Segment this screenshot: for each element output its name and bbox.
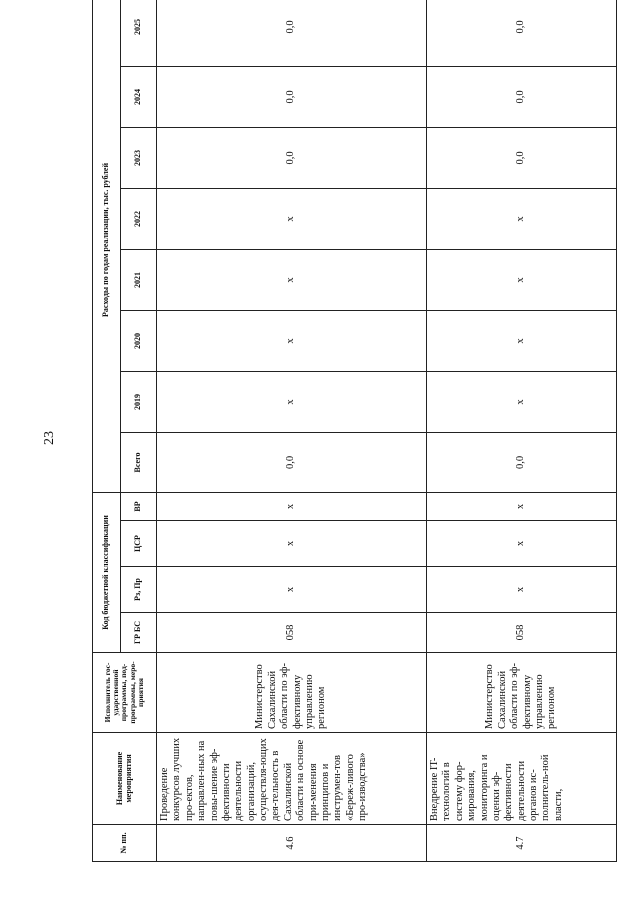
row-grbs: 058 (157, 613, 427, 653)
row-2020: х (157, 310, 427, 371)
row-num: 4.7 (427, 825, 617, 862)
row-grbs: 058 (427, 613, 617, 653)
row-2023: 0,0 (157, 127, 427, 188)
header-num: № пп. (93, 825, 157, 862)
header-2024: 2024 (121, 66, 157, 127)
header-2023: 2023 (121, 127, 157, 188)
budget-table (92, 0, 617, 862)
table-row (157, 0, 427, 862)
header-name: Наименование мероприятия (93, 733, 157, 825)
rotated-table-wrapper (92, 18, 616, 862)
header-2025: 2025 (121, 0, 157, 66)
header-vr: ВР (121, 492, 157, 520)
row-2023: 0,0 (427, 127, 617, 188)
row-name: Внедрение IT-технологий в систему фор-мирования, мониторинга и оценки эф-фективности деятельности органов ис-полнитель-ной власти, (427, 733, 617, 825)
row-2024: 0,0 (427, 66, 617, 127)
header-budget-classification: Код бюджетной классификации (93, 492, 121, 652)
row-2024: 0,0 (157, 66, 427, 127)
row-num: 4.6 (157, 825, 427, 862)
header-executor: Исполнитель гос-ударственной программы, под-программы, меро-приятия (93, 653, 157, 733)
header-grbs: ГР БС (121, 613, 157, 653)
header-expenses: Расходы по годам реализации, тыс. рублей (93, 0, 121, 492)
row-2022: х (157, 188, 427, 249)
row-rzpr: х (427, 567, 617, 613)
header-row-group (93, 0, 121, 862)
row-2020: х (427, 310, 617, 371)
row-2022: х (427, 188, 617, 249)
row-vr: х (157, 492, 427, 520)
header-csr: ЦСР (121, 521, 157, 567)
header-rzpr: Рз, Пр (121, 567, 157, 613)
row-2025: 0,0 (427, 0, 617, 66)
table-row (427, 0, 617, 862)
row-executor: Министерство Сахалинской области по эф-фективному управлению регионом (427, 653, 617, 733)
header-2022: 2022 (121, 188, 157, 249)
row-2019: х (157, 371, 427, 432)
row-2021: х (157, 249, 427, 310)
row-total: 0,0 (427, 432, 617, 492)
row-vr: х (427, 492, 617, 520)
row-name: Проведение конкурсов лучших про-ектов, направлен-ных на повы-шение эф-фективности деятельности организаций, осуществля-ющих дея-тельность в Сахалинской области на основе при-менения принципов и инструмен-тов «Береж-ливого про-изводства» (157, 733, 427, 825)
header-2020: 2020 (121, 310, 157, 371)
row-2019: х (427, 371, 617, 432)
row-total: 0,0 (157, 432, 427, 492)
row-executor: Министерство Сахалинской области по эф-фективному управлению регионом (157, 653, 427, 733)
row-csr: х (427, 521, 617, 567)
header-2021: 2021 (121, 249, 157, 310)
row-rzpr: х (157, 567, 427, 613)
row-2025: 0,0 (157, 0, 427, 66)
header-2019: 2019 (121, 371, 157, 432)
page-number: 23 (42, 431, 57, 445)
row-csr: х (157, 521, 427, 567)
row-2021: х (427, 249, 617, 310)
header-total: Всего (121, 432, 157, 492)
